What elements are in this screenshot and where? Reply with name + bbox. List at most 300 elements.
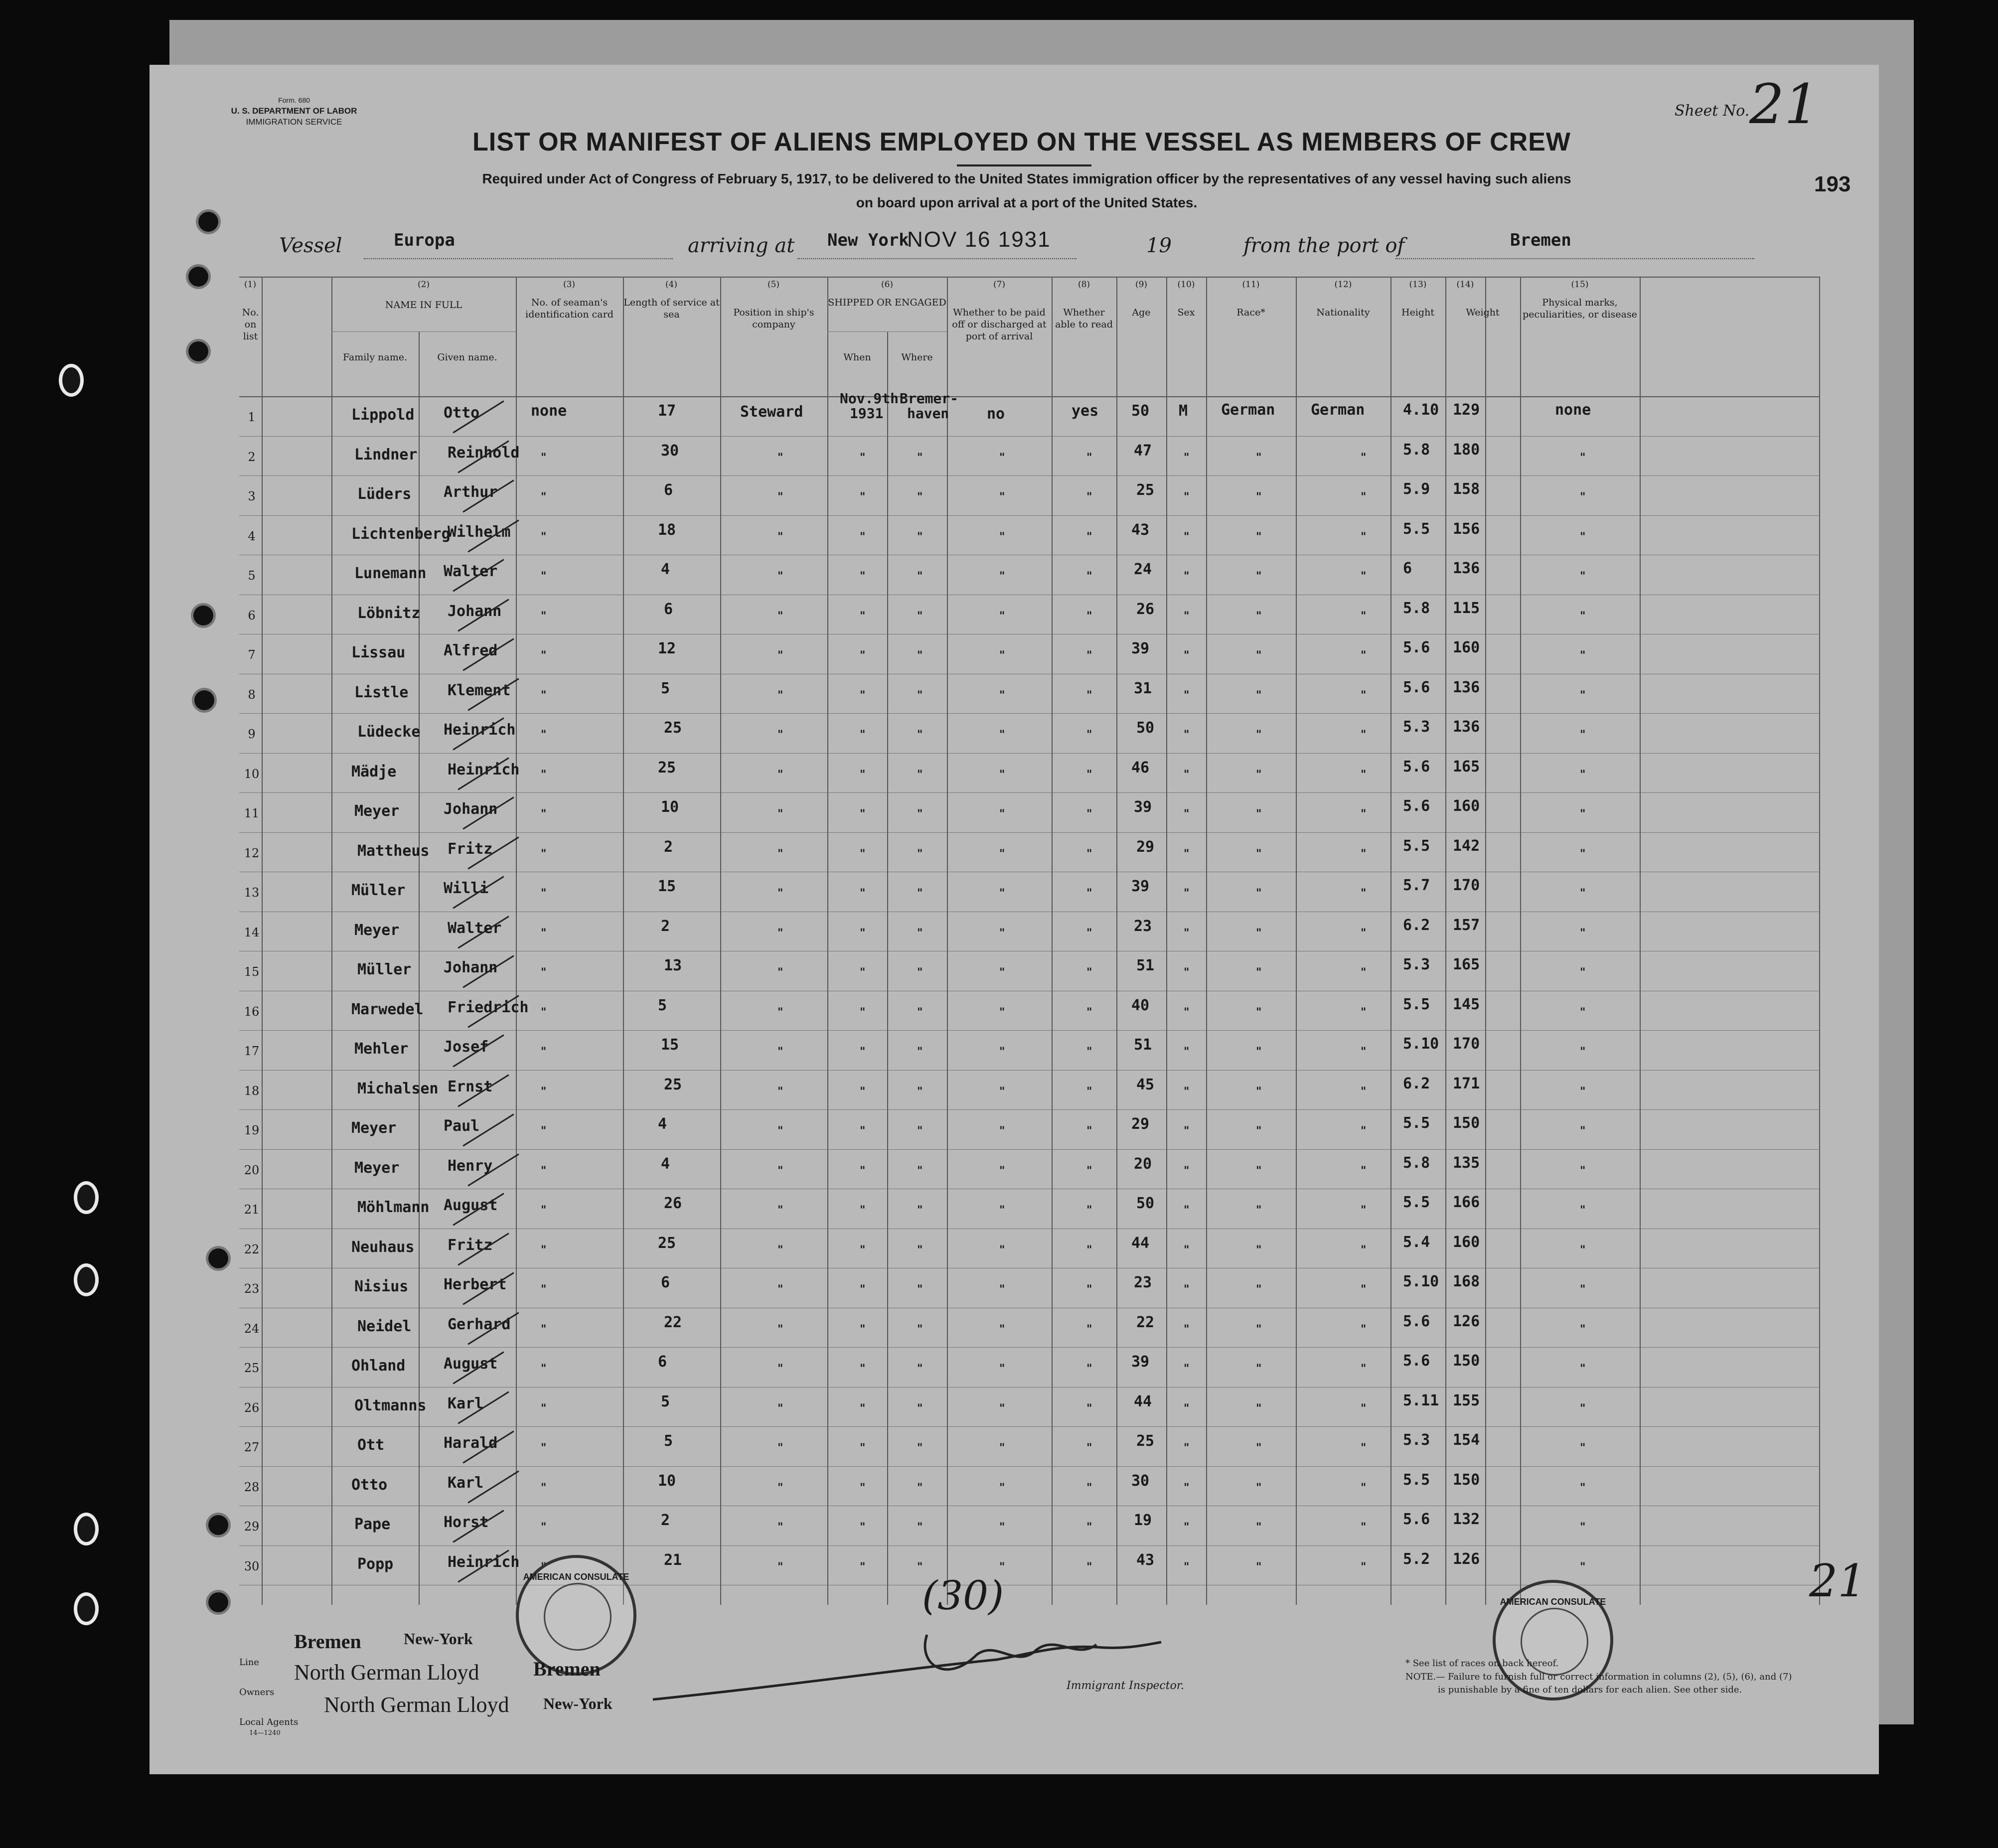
row-height: 6.2	[1403, 916, 1430, 934]
row-id-card: none	[531, 402, 567, 420]
row-given-name: Johann	[444, 959, 498, 976]
row-height: 5.5	[1403, 837, 1430, 855]
row-nationality-ditto: "	[1361, 966, 1367, 979]
row-number: 7	[248, 648, 256, 662]
row-sex-ditto: "	[1184, 1204, 1190, 1217]
row-nationality-ditto: "	[1361, 1441, 1367, 1454]
row-when-ditto: "	[860, 1481, 866, 1494]
row-id-card-ditto: "	[541, 1322, 547, 1336]
column-rule	[887, 331, 888, 1605]
column-rule	[1390, 277, 1391, 1605]
row-height: 5.6	[1403, 639, 1430, 656]
row-service-years: 4	[661, 1155, 670, 1173]
column-rule	[1640, 277, 1641, 1605]
row-number: 29	[244, 1520, 260, 1534]
row-id-card-ditto: "	[541, 728, 547, 741]
row-age: 20	[1134, 1155, 1152, 1173]
row-when-ditto: "	[860, 1560, 866, 1573]
row-when-ditto: "	[860, 1283, 866, 1296]
row-physical-ditto: "	[1580, 1283, 1586, 1296]
row-sex-ditto: "	[1184, 966, 1190, 979]
row-when-ditto: "	[860, 1005, 866, 1019]
form-header	[219, 95, 369, 128]
row-given-name: Wilhelm	[448, 523, 511, 541]
row-given-name: Ernst	[448, 1078, 493, 1095]
row-nationality-ditto: "	[1361, 926, 1367, 939]
row-physical-ditto: "	[1580, 1401, 1586, 1415]
row-paid-off-ditto: "	[999, 649, 1005, 662]
row-where-ditto: "	[917, 1322, 923, 1336]
row-height: 5.5	[1403, 520, 1430, 538]
header-seaman-id: No. of seaman's identification card	[525, 297, 614, 320]
row-read-ditto: "	[1086, 1441, 1092, 1454]
row-family-name: Müller	[357, 961, 412, 978]
row-when-ditto: "	[860, 887, 866, 900]
row-age: 19	[1134, 1512, 1152, 1529]
row-age: 23	[1134, 917, 1152, 935]
row-where-line-2: haven	[907, 405, 949, 422]
row-where-ditto: "	[917, 609, 923, 622]
row-sex-ditto: "	[1184, 490, 1190, 503]
seal-text-right: AMERICAN CONSULATE	[1500, 1597, 1606, 1607]
column-number: (2)	[417, 280, 430, 290]
row-when-ditto: "	[860, 1204, 866, 1217]
row-number: 12	[244, 846, 260, 860]
row-read-ditto: "	[1086, 887, 1092, 900]
row-number: 6	[248, 608, 256, 622]
row-sex-ditto: "	[1184, 688, 1190, 702]
row-where-ditto: "	[917, 1164, 923, 1177]
row-service-years: 5	[664, 1432, 673, 1450]
row-when-ditto: "	[860, 1084, 866, 1098]
header-bottom-rule	[239, 396, 1819, 397]
row-paid-off-ditto: "	[999, 768, 1005, 781]
row-sex-ditto: "	[1184, 1243, 1190, 1256]
row-sex-ditto: "	[1184, 1164, 1190, 1177]
row-age: 39	[1134, 798, 1152, 816]
row-race-ditto: "	[1256, 1441, 1262, 1454]
row-height: 6.2	[1403, 1075, 1430, 1092]
row-age: 40	[1131, 996, 1150, 1014]
header-name-in-full: NAME IN FULL	[385, 300, 462, 310]
row-id-card-ditto: "	[541, 1005, 547, 1019]
row-service-years: 15	[658, 878, 676, 895]
row-id-card-ditto: "	[541, 1164, 547, 1177]
row-number: 28	[244, 1480, 260, 1494]
date-stamp: NOV 16 1931	[907, 227, 1051, 252]
row-rule	[239, 1070, 1819, 1071]
handwritten-sheet-number: 21	[1809, 1555, 1866, 1607]
row-when-ditto: "	[860, 490, 866, 503]
column-number: (11)	[1242, 280, 1260, 290]
row-race-ditto: "	[1256, 1481, 1262, 1494]
row-height: 5.10	[1403, 1035, 1439, 1053]
row-race-ditto: "	[1256, 1204, 1262, 1217]
row-physical-ditto: "	[1580, 490, 1586, 503]
row-weight: 160	[1453, 797, 1480, 815]
row-height: 5.8	[1403, 441, 1430, 459]
row-service-years: 6	[658, 1353, 667, 1371]
row-family-name: Neuhaus	[351, 1238, 415, 1256]
column-number: (13)	[1409, 280, 1427, 290]
races-note: * See list of races on back hereof.	[1405, 1658, 1559, 1669]
row-family-name: Lüders	[357, 485, 412, 503]
row-read-ditto: "	[1086, 1481, 1092, 1494]
row-height: 5.4	[1403, 1233, 1430, 1251]
row-service-years: 4	[658, 1115, 667, 1133]
row-physical-ditto: "	[1580, 1441, 1586, 1454]
row-position-ditto: "	[777, 768, 783, 781]
penalty-note-2: is punishable by a fine of ten dollars for each alien. See other side.	[1438, 1685, 1742, 1695]
row-age: 51	[1136, 957, 1155, 974]
row-family-name: Lichtenberg	[351, 525, 451, 543]
row-sex-ditto: "	[1184, 570, 1190, 583]
row-read-ditto: "	[1086, 688, 1092, 702]
row-service-years: 2	[661, 1512, 670, 1529]
row-where-ditto: "	[917, 1084, 923, 1098]
column-rule	[1485, 277, 1486, 1605]
row-nationality-ditto: "	[1361, 1005, 1367, 1019]
sheet-number-label: Sheet No.	[1675, 102, 1750, 120]
row-where-ditto: "	[917, 768, 923, 781]
row-race-ditto: "	[1256, 1283, 1262, 1296]
row-age: 44	[1131, 1234, 1150, 1252]
row-weight: 150	[1453, 1352, 1480, 1370]
row-family-name: Listle	[354, 683, 409, 701]
row-nationality-ditto: "	[1361, 768, 1367, 781]
row-height: 5.6	[1403, 797, 1430, 815]
row-family-name: Oltmanns	[354, 1396, 427, 1414]
row-nationality-ditto: "	[1361, 1401, 1367, 1415]
row-nationality-ditto: "	[1361, 1124, 1367, 1137]
row-read-ditto: "	[1086, 1164, 1092, 1177]
row-number: 11	[244, 806, 260, 820]
row-number: 3	[248, 489, 256, 503]
row-number: 19	[244, 1123, 260, 1137]
row-physical-ditto: "	[1580, 451, 1586, 464]
row-given-name: Karl	[448, 1474, 484, 1492]
row-race-ditto: "	[1256, 451, 1262, 464]
row-when-ditto: "	[860, 847, 866, 860]
row-position-ditto: "	[777, 1283, 783, 1296]
row-family-name: Meyer	[354, 802, 400, 820]
row-service-years: 25	[664, 1076, 682, 1093]
row-race-ditto: "	[1256, 530, 1262, 543]
row-sex-ditto: "	[1184, 1322, 1190, 1336]
year-label: 19	[1146, 234, 1172, 257]
row-nationality-ditto: "	[1361, 807, 1367, 820]
row-service-years: 10	[658, 1472, 676, 1490]
row-age: 43	[1131, 521, 1150, 539]
row-position-ditto: "	[777, 1005, 783, 1019]
row-weight: 170	[1453, 1035, 1480, 1053]
row-when-ditto: "	[860, 1322, 866, 1336]
row-nationality-ditto: "	[1361, 728, 1367, 741]
row-weight: 155	[1453, 1391, 1480, 1409]
column-number: (8)	[1077, 280, 1090, 290]
row-family-name: Mattheus	[357, 842, 430, 860]
row-height: 5.6	[1403, 678, 1430, 696]
row-number: 20	[244, 1163, 260, 1177]
row-position-ditto: "	[777, 1164, 783, 1177]
row-when-ditto: "	[860, 1164, 866, 1177]
row-race-ditto: "	[1256, 688, 1262, 702]
row-when-line-2: 1931	[850, 405, 884, 422]
row-sex-ditto: "	[1184, 609, 1190, 622]
row-id-card-ditto: "	[541, 807, 547, 820]
row-age: 23	[1134, 1274, 1152, 1291]
row-physical: none	[1555, 401, 1591, 419]
row-position-ditto: "	[777, 966, 783, 979]
row-physical-ditto: "	[1580, 1164, 1586, 1177]
row-race-ditto: "	[1256, 649, 1262, 662]
row-family-name: Ott	[357, 1436, 385, 1454]
row-paid-off-ditto: "	[999, 847, 1005, 860]
column-number: (1)	[244, 280, 257, 290]
row-given-name: Heinrich	[444, 721, 516, 739]
row-nationality-ditto: "	[1361, 1204, 1367, 1217]
row-position-ditto: "	[777, 1401, 783, 1415]
column-number: (3)	[563, 280, 576, 290]
sheet-number-value: 21	[1749, 72, 1819, 136]
row-age: 50	[1136, 1195, 1155, 1212]
row-given-name: Paul	[444, 1117, 480, 1135]
row-id-card-ditto: "	[541, 1521, 547, 1534]
row-read-ditto: "	[1086, 530, 1092, 543]
row-sex: M	[1179, 402, 1188, 420]
binder-hole	[74, 1592, 99, 1625]
row-read-ditto: "	[1086, 1124, 1092, 1137]
row-nationality-ditto: "	[1361, 1521, 1367, 1534]
row-sex-ditto: "	[1184, 1084, 1190, 1098]
row-height: 5.2	[1403, 1550, 1430, 1568]
row-given-name: Harald	[444, 1434, 498, 1452]
row-weight: 171	[1453, 1075, 1480, 1092]
column-number: (6)	[881, 280, 894, 290]
row-id-card-ditto: "	[541, 649, 547, 662]
row-weight: 165	[1453, 956, 1480, 973]
row-sex-ditto: "	[1184, 1560, 1190, 1573]
row-weight: 136	[1453, 678, 1480, 696]
row-service-years: 2	[661, 917, 670, 935]
subtitle-line-2: on board upon arrival at a port of the United States.	[856, 195, 1198, 210]
row-height: 5.5	[1403, 1471, 1430, 1489]
binder-hole	[208, 1515, 228, 1535]
row-number: 17	[244, 1044, 260, 1058]
row-where-ditto: "	[917, 688, 923, 702]
row-rule	[239, 832, 1819, 833]
row-nationality-ditto: "	[1361, 490, 1367, 503]
row-race-ditto: "	[1256, 966, 1262, 979]
row-paid-off-ditto: "	[999, 570, 1005, 583]
row-read-ditto: "	[1086, 1084, 1092, 1098]
row-paid-off-ditto: "	[999, 1481, 1005, 1494]
row-given-name: Fritz	[448, 1236, 493, 1254]
row-number: 16	[244, 1004, 260, 1019]
header-physical: Physical marks, peculiarities, or disease	[1523, 297, 1637, 320]
row-nationality-ditto: "	[1361, 1362, 1367, 1375]
header-weight: Weight	[1466, 307, 1500, 318]
agents-code: 14—1240	[249, 1729, 281, 1737]
row-paid-off-ditto: "	[999, 728, 1005, 741]
row-height: 5.5	[1403, 1194, 1430, 1211]
row-given-name: Karl	[448, 1394, 484, 1412]
line-value-bremen: Bremen	[294, 1630, 361, 1653]
row-when-ditto: "	[860, 688, 866, 702]
row-service-years: 12	[658, 640, 676, 657]
binder-hole	[208, 1592, 228, 1612]
row-family-name: Ohland	[351, 1357, 406, 1375]
row-read-ditto: "	[1086, 490, 1092, 503]
row-nationality-ditto: "	[1361, 649, 1367, 662]
row-family-name: Löbnitz	[357, 604, 421, 622]
line-value-newyork: New-York	[404, 1630, 473, 1648]
row-number: 24	[244, 1321, 260, 1336]
row-where-ditto: "	[917, 1362, 923, 1375]
line-label: Line	[239, 1657, 259, 1668]
row-sex-ditto: "	[1184, 1521, 1190, 1534]
row-id-card-ditto: "	[541, 688, 547, 702]
row-race-ditto: "	[1256, 1164, 1262, 1177]
row-weight: 158	[1453, 480, 1480, 498]
row-height: 5.8	[1403, 1154, 1430, 1172]
shipped-subheader-rule	[827, 331, 947, 332]
row-id-card-ditto: "	[541, 1401, 547, 1415]
row-nationality-ditto: "	[1361, 1164, 1367, 1177]
row-height: 5.9	[1403, 480, 1430, 498]
row-family-name: Lippold	[351, 406, 415, 424]
row-number: 9	[248, 727, 256, 741]
row-where-ditto: "	[917, 807, 923, 820]
row-id-card-ditto: "	[541, 1243, 547, 1256]
row-family-name: Meyer	[354, 921, 400, 939]
row-id-card-ditto: "	[541, 887, 547, 900]
row-age: 39	[1131, 1353, 1150, 1371]
row-read-ditto: "	[1086, 1322, 1092, 1336]
column-rule	[516, 277, 517, 1605]
row-race-ditto: "	[1256, 570, 1262, 583]
row-physical-ditto: "	[1580, 926, 1586, 939]
arriving-label: arriving at	[688, 234, 795, 257]
row-race-ditto: "	[1256, 1401, 1262, 1415]
row-race-ditto: "	[1256, 1005, 1262, 1019]
crew-table	[239, 277, 1844, 1732]
row-race-ditto: "	[1256, 926, 1262, 939]
row-when-ditto: "	[860, 966, 866, 979]
row-paid-off-ditto: "	[999, 1560, 1005, 1573]
inspector-signature	[648, 1625, 1171, 1724]
row-read-ditto: "	[1086, 1362, 1092, 1375]
row-rule	[239, 475, 1819, 476]
row-number: 10	[244, 767, 260, 781]
row-weight: 160	[1453, 639, 1480, 656]
column-number: (15)	[1571, 280, 1589, 290]
row-nationality: German	[1311, 401, 1365, 419]
row-position-ditto: "	[777, 926, 783, 939]
row-where-ditto: "	[917, 966, 923, 979]
total-count: (30)	[922, 1572, 1004, 1619]
row-weight: 115	[1453, 599, 1480, 617]
row-number: 23	[244, 1282, 260, 1296]
row-sex-ditto: "	[1184, 847, 1190, 860]
row-service-years: 15	[661, 1036, 679, 1054]
row-weight: 135	[1453, 1154, 1480, 1172]
row-rule	[239, 753, 1819, 754]
row-weight: 145	[1453, 995, 1480, 1013]
page-corner-number: 193	[1814, 172, 1851, 196]
row-id-card-ditto: "	[541, 1560, 547, 1573]
column-rule	[1166, 277, 1167, 1605]
row-nationality-ditto: "	[1361, 570, 1367, 583]
row-physical-ditto: "	[1580, 1362, 1586, 1375]
row-weight: 150	[1453, 1114, 1480, 1132]
row-nationality-ditto: "	[1361, 887, 1367, 900]
column-number: (7)	[993, 280, 1006, 290]
binder-hole	[59, 364, 84, 397]
row-age: 51	[1134, 1036, 1152, 1054]
row-family-name: Nisius	[354, 1278, 409, 1295]
row-rule	[239, 1149, 1819, 1150]
row-paid-off-ditto: "	[999, 1005, 1005, 1019]
row-height: 5.3	[1403, 718, 1430, 736]
binder-hole	[193, 606, 213, 625]
row-weight: 165	[1453, 758, 1480, 775]
row-sex-ditto: "	[1184, 451, 1190, 464]
row-position-ditto: "	[777, 887, 783, 900]
row-race-ditto: "	[1256, 728, 1262, 741]
header-able-read: Whether able to read	[1055, 307, 1113, 330]
row-weight: 166	[1453, 1194, 1480, 1211]
row-given-name: Heinrich	[448, 1553, 520, 1571]
agents-value: North German Lloyd	[324, 1693, 509, 1717]
row-id-card-ditto: "	[541, 570, 547, 583]
column-number: (4)	[665, 280, 678, 290]
row-where-ditto: "	[917, 728, 923, 741]
row-id-card-ditto: "	[541, 451, 547, 464]
column-number: (14)	[1456, 280, 1474, 290]
column-rule	[1206, 277, 1207, 1605]
row-height: 5.6	[1403, 1312, 1430, 1330]
row-position-ditto: "	[777, 1521, 783, 1534]
row-service-years: 5	[661, 1392, 670, 1410]
row-where-ditto: "	[917, 1521, 923, 1534]
row-nationality-ditto: "	[1361, 1243, 1367, 1256]
row-paid-off-ditto: "	[999, 1045, 1005, 1058]
row-position-ditto: "	[777, 688, 783, 702]
title-underline	[957, 164, 1091, 166]
row-where-ditto: "	[917, 1481, 923, 1494]
row-nationality-ditto: "	[1361, 530, 1367, 543]
row-where-ditto: "	[917, 926, 923, 939]
header-when: When	[843, 352, 871, 363]
row-when-ditto: "	[860, 1441, 866, 1454]
column-rule	[827, 277, 828, 1605]
row-position-ditto: "	[777, 1560, 783, 1573]
row-physical-ditto: "	[1580, 847, 1586, 860]
row-service-years: 5	[661, 679, 670, 697]
row-where-ditto: "	[917, 451, 923, 464]
row-family-name: Lunemann	[354, 565, 427, 582]
row-id-card-ditto: "	[541, 1204, 547, 1217]
row-read-ditto: "	[1086, 1283, 1092, 1296]
row-position: Steward	[740, 403, 803, 421]
row-able-read: yes	[1072, 402, 1099, 420]
row-physical-ditto: "	[1580, 887, 1586, 900]
row-race-ditto: "	[1256, 887, 1262, 900]
row-given-name: Gerhard	[448, 1315, 511, 1333]
row-sex-ditto: "	[1184, 530, 1190, 543]
row-given-name: Klement	[448, 681, 511, 699]
